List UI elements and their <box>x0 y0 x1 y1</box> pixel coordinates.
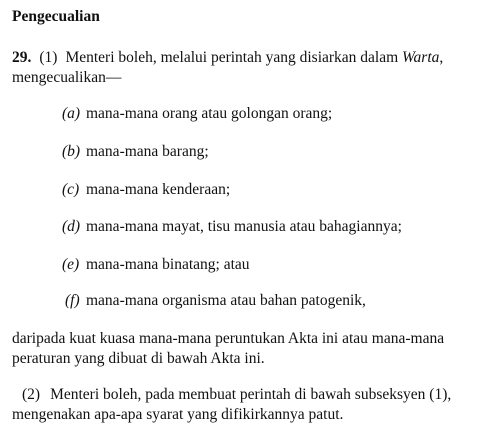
subsection-2-line-2: mengenakan apa-apa syarat yang difikirkannya patut. <box>12 406 344 423</box>
item-marker-a: (a) <box>62 105 81 122</box>
section-heading: Pengecualian <box>12 8 100 25</box>
item-text-b: mana-mana barang; <box>86 143 209 160</box>
section-intro-line-2: mengecualikan— <box>12 69 122 86</box>
section-number: 29. <box>12 49 32 66</box>
item-text-e: mana-mana binatang; atau <box>86 256 250 273</box>
subsection-2-text: Menteri boleh, pada membuat perintah di bawah subseksyen (1), <box>50 386 452 403</box>
item-text-d: mana-mana mayat, tisu manusia atau bahagiannya; <box>86 218 402 235</box>
list-item-b <box>62 142 209 162</box>
item-marker-e: (e) <box>62 256 80 273</box>
item-text-a: mana-mana orang atau golongan orang; <box>86 105 333 122</box>
item-text-c: mana-mana kenderaan; <box>86 181 231 198</box>
intro-comma: , <box>439 49 444 66</box>
item-text-f: mana-mana organisma atau bahan patogenik, <box>86 292 366 309</box>
list-item-f <box>62 291 366 311</box>
item-marker-f: (f) <box>65 292 80 309</box>
intro-italic-warta: Warta <box>402 49 440 66</box>
list-item-a <box>62 104 332 124</box>
item-marker-c: (c) <box>62 181 80 198</box>
list-item-d <box>62 217 402 237</box>
list-item-e <box>62 255 250 275</box>
section-intro-line-1 <box>12 48 443 68</box>
item-marker-b: (b) <box>62 143 81 160</box>
list-item-c <box>62 180 230 200</box>
subsection-number: (1) <box>39 49 58 66</box>
subsection-2-number: (2) <box>22 386 41 403</box>
subsection-2-line-1 <box>22 385 451 405</box>
closing-line-1: daripada kuat kuasa mana-mana peruntukan Akta ini atau mana-mana <box>12 330 445 347</box>
intro-text: Menteri boleh, melalui perintah yang disiarkan dalam <box>65 49 399 66</box>
closing-line-2: peraturan yang dibuat di bawah Akta ini. <box>12 350 265 367</box>
item-marker-d: (d) <box>62 218 81 235</box>
